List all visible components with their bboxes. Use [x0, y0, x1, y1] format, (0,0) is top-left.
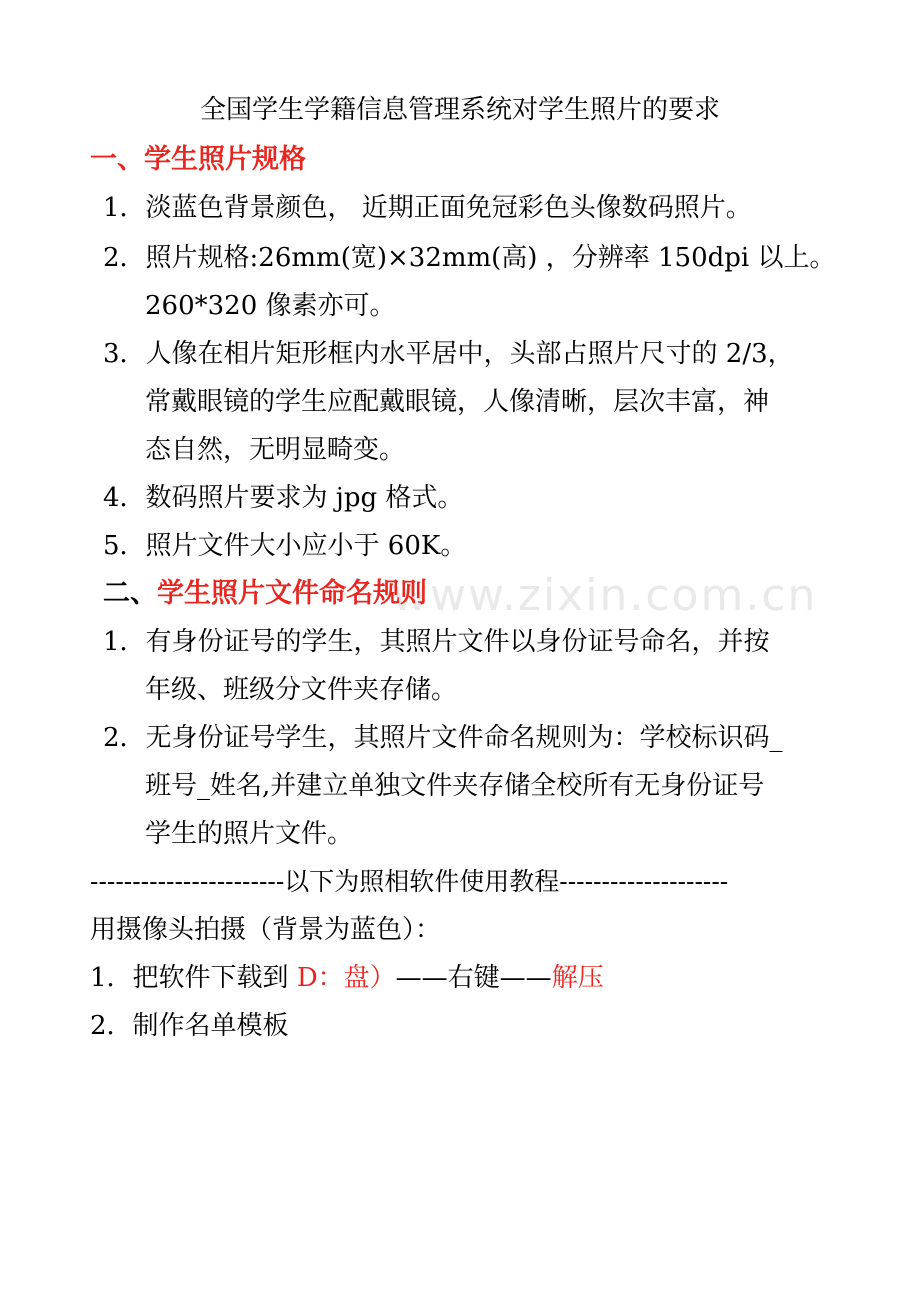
step-text-b: ——右键—— [395, 963, 552, 993]
spec-item-2-cont: 260*320 像素亦可。 [145, 291, 396, 321]
item-number: 2． [103, 723, 146, 753]
tutorial-divider: -----------------------以下为照相软件使用教程-------------------- [90, 867, 729, 896]
watermark: www.zixin.com.cn [392, 570, 818, 621]
tutorial-step-2 [90, 1008, 289, 1044]
section-1-heading [90, 142, 306, 178]
item-number: 1． [103, 627, 146, 657]
spec-item-3-cont-2: 态自然，无明显畸变。 [145, 435, 406, 465]
step-text: 制作名单模板 [132, 1011, 289, 1041]
spec-item-3 [103, 336, 794, 372]
spec-item-4 [103, 480, 463, 516]
naming-item-1-cont: 年级、班级分文件夹存储。 [145, 675, 458, 705]
step-drive-highlight: D：盘） [296, 963, 396, 993]
item-number: 4． [103, 483, 146, 513]
spec-item-1 [103, 190, 752, 226]
tutorial-intro: 用摄像头拍摄（背景为蓝色）： [90, 915, 442, 945]
naming-item-1 [103, 624, 770, 660]
item-number: 2． [103, 243, 146, 273]
item-text: 淡蓝色背景颜色， 近期正面免冠彩色头像数码照片。 [145, 193, 752, 223]
tutorial-step-1 [90, 960, 604, 996]
item-text: 有身份证号的学生，其照片文件以身份证号命名，并按 [145, 627, 770, 657]
section-1-prefix: 一、 [90, 144, 144, 175]
naming-item-2-cont-2: 学生的照片文件。 [145, 819, 354, 849]
document-title: 全国学生学籍信息管理系统对学生照片的要求 [199, 95, 720, 125]
section-2-prefix: 二、 [103, 578, 157, 609]
spec-item-2 [103, 240, 835, 276]
item-text: 照片规格:26mm(宽)×32mm(高) ，分辨率 150dpi 以上。 [145, 243, 836, 273]
item-text: 照片文件大小应小于 60K。 [145, 531, 467, 561]
section-2-heading [103, 576, 427, 612]
spec-item-5 [103, 528, 466, 564]
item-number: 5． [103, 531, 146, 561]
spec-item-3-cont-1: 常戴眼镜的学生应配戴眼镜，人像清晰，层次丰富，神 [145, 387, 770, 417]
naming-item-2-cont-1: 班号_姓名,并建立单独文件夹存储全校所有无身份证号 [145, 771, 765, 801]
naming-item-2 [103, 720, 783, 756]
step-number: 2． [90, 1011, 133, 1041]
step-extract-highlight: 解压 [551, 963, 604, 993]
item-text: 人像在相片矩形框内水平居中，头部占照片尺寸的 2/3， [145, 339, 794, 369]
step-text-a: 把软件下载到 [132, 963, 297, 993]
section-2-title: 学生照片文件命名规则 [157, 578, 427, 609]
item-text: 数码照片要求为 jpg 格式。 [145, 483, 464, 513]
section-1-title: 学生照片规格 [144, 144, 306, 175]
item-number: 1． [103, 193, 146, 223]
item-text: 无身份证号学生，其照片文件命名规则为：学校标识码_ [145, 723, 783, 753]
step-number: 1． [90, 963, 133, 993]
item-number: 3． [103, 339, 146, 369]
